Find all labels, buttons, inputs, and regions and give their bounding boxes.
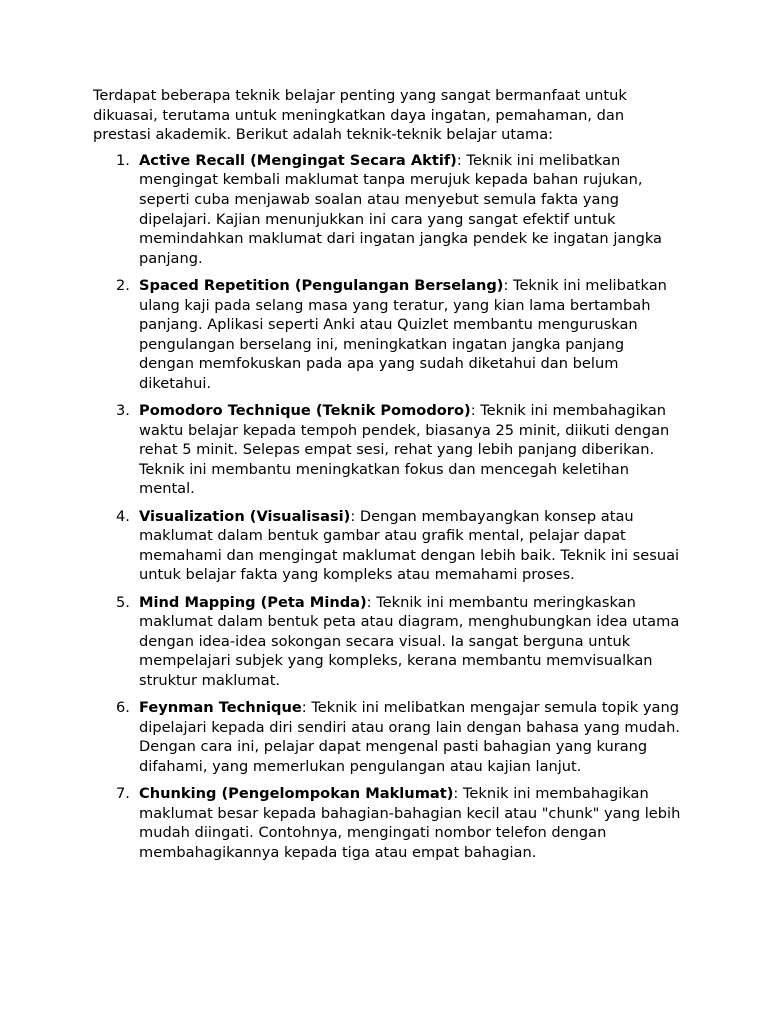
list-item-description: : Teknik ini membantu meringkaskan maklumat dalam bentuk peta atau diagram, menghubungkan idea utama dengan idea-idea sokongan secara visual. Ia sangat berguna untuk mempelajari subjek yang kompleks, kerana membantu memvisualkan struktur maklumat. bbox=[139, 593, 680, 689]
list-item-description: : Teknik ini membahagikan maklumat besar kepada bahagian-bahagian kecil atau "chunk" yang lebih mudah diingati. Contohnya, mengingati nombor telefon dengan membahagikannya kepada tiga atau empat bahagian. bbox=[139, 785, 681, 861]
list-item-number: 1. bbox=[116, 151, 130, 169]
list-item-number: 2. bbox=[116, 276, 130, 294]
list-item bbox=[93, 507, 683, 585]
list-item bbox=[93, 593, 683, 691]
list-item-number: 5. bbox=[116, 593, 130, 611]
list-item-term: Chunking (Pengelompokan Maklumat) bbox=[139, 785, 454, 803]
list-item-description: : Dengan membayangkan konsep atau maklumat dalam bentuk gambar atau grafik mental, pelajar dapat memahami dan mengingat maklumat dengan lebih baik. Teknik ini sesuai untuk belajar fakta yang kompleks atau memahami proses. bbox=[139, 507, 680, 584]
list-item-term: Mind Mapping (Peta Minda) bbox=[139, 593, 367, 611]
list-item-term: Active Recall (Mengingat Secara Aktif) bbox=[139, 151, 457, 169]
list-item bbox=[93, 276, 683, 394]
list-item-description: : Teknik ini melibatkan ulang kaji pada selang masa yang teratur, yang kian lama bertambah panjang. Aplikasi seperti Anki atau Quizlet membantu menguruskan pengulangan berselang ini, meningkatkan ingatan jangka panjang dengan memfokuskan pada apa yang sudah diketahui dan belum diketahui. bbox=[139, 276, 667, 392]
intro-paragraph: Terdapat beberapa teknik belajar penting yang sangat bermanfaat untuk dikuasai, terutama untuk meningkatkan daya ingatan, pemahaman, dan prestasi akademik. Berikut adalah teknik-teknik belajar utama: bbox=[93, 87, 627, 144]
list-item bbox=[93, 401, 683, 499]
list-item-description: : Teknik ini melibatkan mengajar semula topik yang dipelajari kepada diri sendiri atau orang lain dengan bahasa yang mudah. Dengan cara ini, pelajar dapat mengenal pasti bahagian yang kurang difahami, yang memerlukan pengulangan atau kajian lanjut. bbox=[139, 699, 680, 775]
list-item bbox=[93, 784, 683, 862]
list-item-number: 6. bbox=[116, 699, 130, 717]
list-item-number: 3. bbox=[116, 402, 130, 420]
list-item-term: Visualization (Visualisasi) bbox=[139, 507, 351, 525]
list-item bbox=[93, 151, 683, 269]
list-item-number: 4. bbox=[116, 507, 130, 525]
list-item-term: Spaced Repetition (Pengulangan Berselang) bbox=[139, 276, 504, 294]
technique-list bbox=[93, 151, 683, 863]
list-item-term: Pomodoro Technique (Teknik Pomodoro) bbox=[139, 402, 471, 420]
document-body bbox=[93, 86, 683, 870]
list-item-term: Feynman Technique bbox=[139, 699, 302, 717]
list-item bbox=[93, 698, 683, 776]
list-item-description: : Teknik ini membahagikan waktu belajar kepada tempoh pendek, biasanya 25 minit, diikuti dengan rehat 5 minit. Selepas empat sesi, rehat yang lebih panjang diberikan. Teknik ini membantu meningkatkan fokus dan mencegah keletihan mental. bbox=[139, 402, 670, 498]
list-item-description: : Teknik ini melibatkan mengingat kembali maklumat tanpa merujuk kepada bahan rujukan, seperti cuba menjawab soalan atau menyebut semula fakta yang dipelajari. Kajian menunjukkan ini cara yang sangat efektif untuk memindahkan maklumat dari ingatan jangka pendek ke ingatan jangka panjang. bbox=[139, 151, 662, 267]
list-item-number: 7. bbox=[116, 785, 130, 803]
